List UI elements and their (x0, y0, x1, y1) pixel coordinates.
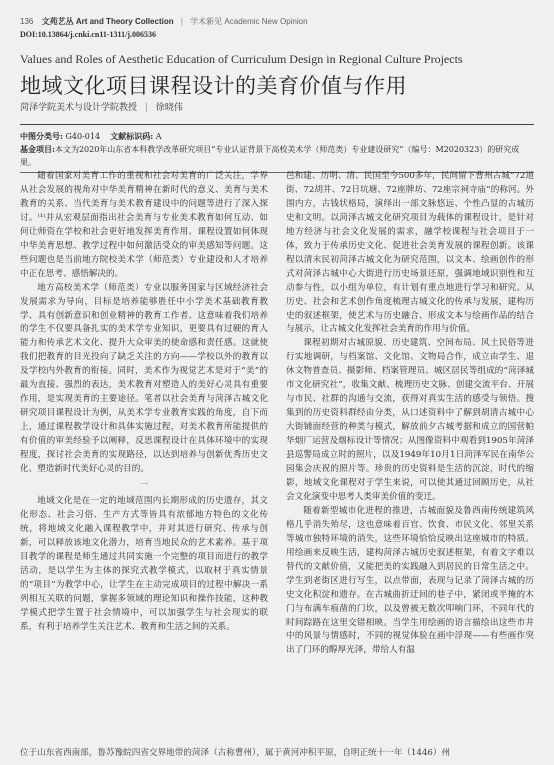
article-title-cn: 地域文化项目课程设计的美育价值与作用 (20, 74, 407, 98)
section-name-cn: 学术新见 (190, 17, 223, 26)
bleed-through-text: 位于山东省西南部，鲁苏豫皖四省交界地带的菏泽（古称曹州），属于黄河冲积平原，自明正统十一年（1446）州 (20, 748, 451, 758)
section-marker: 一 (139, 479, 149, 490)
article-title-en: Values and Roles of Aesthetic Education of Curriculum Design in Regional Culture Projects (20, 52, 463, 66)
doc-code-value: A (155, 132, 162, 141)
body-column-right (286, 170, 534, 658)
clc-label: 中图分类号: (20, 131, 63, 141)
paragraph: 邑和建、历明、清、民国至今500多年，民间留下曹州古城“72道街、72胡井、72日坑塘、72座牌坊、72座宗祠寺庙”的称河。外围内方，古钱状格局，演绎出一部文脉悠远、个性凸显的古城历史和文明。以菏泽古城文化研究项目为载体的课程设计，是针对地方经济与社会文化发展的需求，融学校课程与社会项目于一体，致力于传承历史文化、促进社会美育发展的课程创新。该课程以清末民初菏泽古城文化为研究范围，以文本、绘画创作的形式对菏泽古城中心大街进行历史场景还原，强调地域识别性和互动参与性，以小组为单位，有计划有重点地进行学习和研究。从历史、社会和艺术创作角度梳理古城文化的传承与发展，建构历史的叙述框架，使艺术与历史融合、形成文本与绘画作品的结合与展示，让古城文化发挥社会美育的作用与价值。 (286, 171, 534, 335)
paragraph: 课程初期对古城原貌、历史建筑、空间布局、风土民俗等进行实地调研，与档案馆、文化馆、文物局合作，成立由学生、退休文物普查员、摄影师、档案管理员、城区居民等组成的“菏泽城市文化研究社”，收集文献、梳理历史文脉、创建交流平台、开展与市民、社群的沟通与交流，获得对真实生活的感受与领悟。搜集到的历史资料群经由分类，从口述资料中了解到胡清古城中心大街铺面经营的种类与模式，解放前夕古城考据和成立的国营帕华烟厂运营及烟标设计等情况；从图像资料中观看到1905年菏泽县巡警局成立时的照片，以及1949年10月1日菏泽军民在南华公园集会庆祝的照片等。珍贵的历史资料是生活的沉淀，时代的缩影，地域文化课程对于学生来说，可以使其通过回顾历史，从社会文化演变中思考人类审美价值的变迁。 (286, 338, 534, 502)
page-number: 136 (20, 17, 34, 26)
journal-name-cn: 文苑艺丛 (41, 17, 74, 26)
fund-text: 本文为2020年山东省本科教学改革研究项目“专业认证背景下高校美术学（师范类）专业建设研究”（编号：M2020323）的研究成果。 (20, 145, 520, 167)
author-line (20, 100, 183, 113)
section-name-en: Academic New Opinion (224, 17, 308, 26)
author-affiliation: 菏泽学院美术与设计学院教授 (20, 103, 138, 113)
journal-name-en: Art and Theory Collection (75, 17, 174, 26)
fund-label: 基金项目: (20, 144, 55, 154)
author-name: 徐晓伟 (155, 103, 183, 113)
paragraph: 随着国家对美育工作的重视和社会对美育的广泛关注，学界从社会发展的视角对中华美育精神在新时代的意义、美育与美术教育的关系、当代美育与美术教育建设中的问题等进行了深入探讨。⁽¹⁾并从宏观层面指出社会美育与专业美术教育如何互动、如何让师资在学校和社会更好地发挥美育作用、课程设置如何体现中华美育思想、教学过程中如何激活受众的审美感知等问题。这些问题也是当前地方院校美术学（师范类）专业建设和人才培养中正在思考、感悟解决的。 (20, 171, 268, 279)
clc-value: G40-014 (65, 132, 101, 141)
fund-row (20, 143, 534, 169)
body-column-left (20, 170, 268, 634)
doc-code-label: 文献标识码: (110, 131, 154, 141)
header-separator: | (180, 17, 183, 26)
running-header (20, 16, 308, 27)
paragraph: 地域文化是在一定的地域范围内长期形成的历史遗存，其文化形态、社会习俗、生产方式等皆具有浓郁地方特色的文化传统，将地域文化融入课程教学中，并对其进行研究、传承与创新，可以释放该地文化潜力，培育当地民众的艺术素养。基于项目教学的课程是师生通过共同实施一个完整的项目而进行的教学活动，是以学生为主体的探究式教学模式，以取材于真实情景的“项目”为教学中心，让学生在主动完成项目的过程中解决一系列相互关联的问题，掌握多领域的理论知识和操作技能，这种教学模式把学生置于社会情境中，可以加强学生与社会现实的联系，有利于培养学生关注艺术、教育和生活之间的关系。 (20, 495, 268, 632)
article-metadata (20, 124, 534, 173)
paragraph: 地方高校美术学（师范类）专业以服务国家与区域经济社会发展需求为导向，目标是培养能够胜任中小学美术基础教育教学、具有创新意识和创业精神的教育工作者。这意味着我们培养的学生不仅要具备扎实的美术学专业知识，更要具有过硬的育人能力和传承艺术文化、提升大众审美的使命感和责任感。这就使我们把教育的目光投向了缺乏关注的方向——学校以外的教育以及学校内外教育的衔接。同时，美术作为视觉艺术是对于“美”的最为直接、强烈的表达，美术教育对塑造人的美好心灵具有重要作用，是实现美育的主要途径。笔者以社会美育与菏泽古城文化研究项目课程设计为例，从美术学专业教育实践的角度，自下而上，通过课程教学设计和具体实施过程，对美术教育所能提供的有价值的审美经验予以阐释，反思课程设计在具体环境中的实现程度，探讨社会美育的实现路径，以达到培养与创新优秀历史文化、塑造新时代美好心灵的目的。 (20, 282, 268, 475)
doi: DOI:10.13864/j.cnki.cn11-1311/j.006536 (20, 30, 157, 39)
classification-row (20, 130, 534, 143)
author-separator: | (144, 103, 148, 113)
paragraph: 随着新型城市化进程的推进，古城面貌及鲁西南传统建筑风格几乎消失殆尽，这也意味着百官、饮食、市民文化、邻里关系等城市独特环境的消失，这些环境恰恰反映出这座城市的特质。用绘画来反映生活，建构菏泽古城历史叙述框架，有着文字难以替代的文献价值，又能把美的实践融入到居民的日常生活之中。学生到老街区进行写生，以点带面，表现与记录了菏泽古城的历史文化积淀和遗存。在古城曲折迂回的巷子中，紧闭或半掩的木门与布满车痕凿的门坎，以及曾被无数次叩响门环，不同年代的时间踪路在这里交错相映。当学生用绘画的语言描绘出这些市井中的风景与情感时，不同的视觉体验在画中浮现——有些画作突出了门环的醇厚光泽，带给人有温 (286, 505, 534, 656)
